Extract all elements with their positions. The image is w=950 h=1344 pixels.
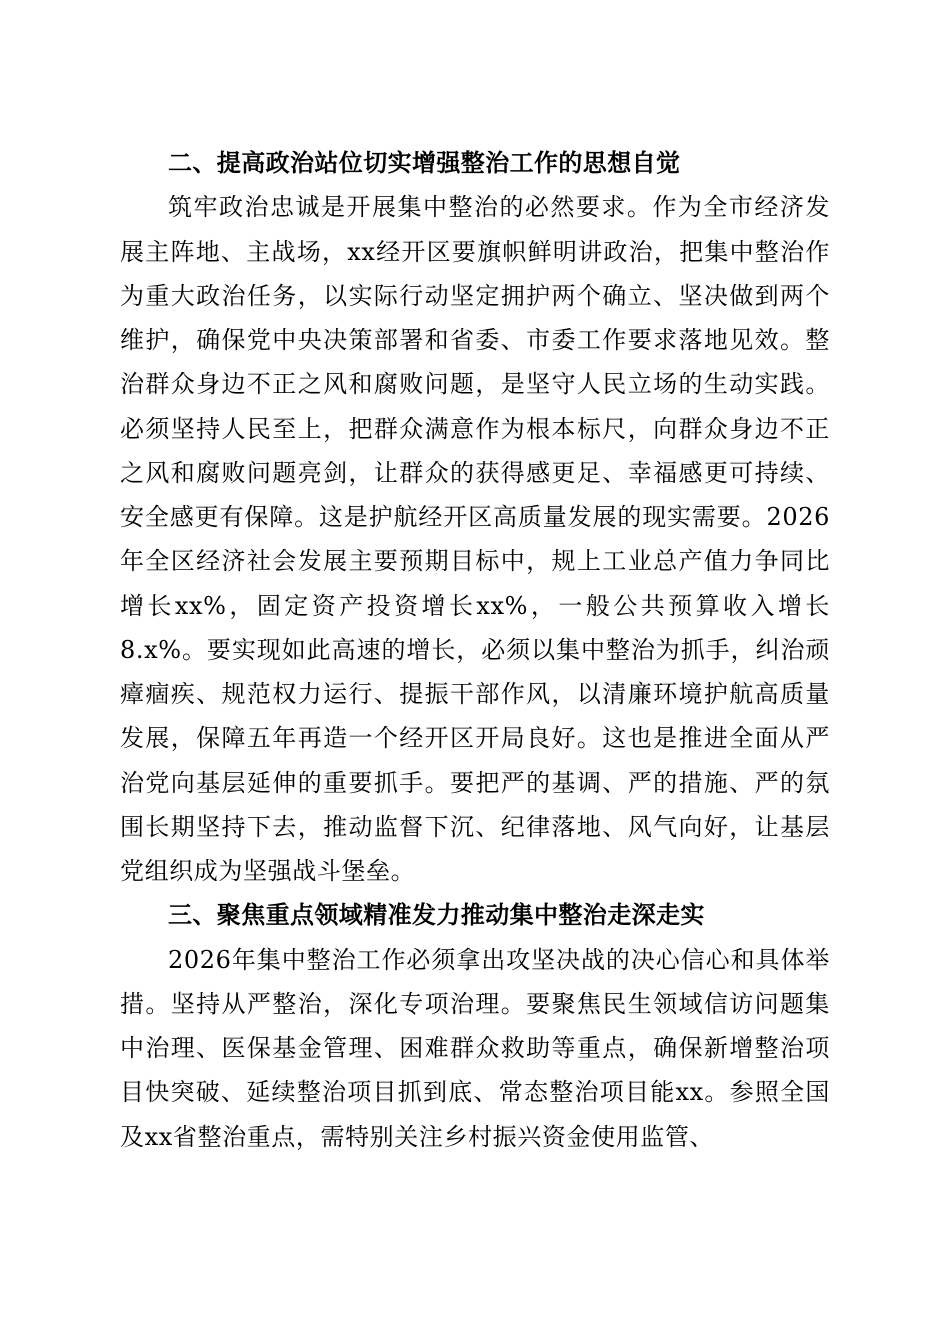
section-heading-2: 二、提高政治站位切实增强整治工作的思想自觉	[168, 149, 681, 177]
section-2-paragraph: 筑牢政治忠诚是开展集中整治的必然要求。作为全市经济发展主阵地、主战场，xx经开区要旗帜鲜明讲政治，把集中整治作为重大政治任务，以实际行动坚定拥护两个确立、坚决做到两个维护，确保党中央决策部署和省委、市委工作要求落地见效。整治群众身边不正之风和腐败问题，是坚守人民立场的生动实践。必须坚持人民至上，把群众满意作为根本标尺，向群众身边不正之风和腐败问题亮剑，让群众的获得感更足、幸福感更可持续、安全感更有保障。这是护航经开区高质量发展的现实需要。2026年全区经济社会发展主要预期目标中，规上工业总产值力争同比增长xx%，固定资产投资增长xx%，一般公共预算收入增长8.x%。要实现如此高速的增长，必须以集中整治为抓手，纠治顽瘴痼疾、规范权力运行、提振干部作风，以清廉环境护航高质量发展，保障五年再造一个经开区开局良好。这也是推进全面从严治党向基层延伸的重要抓手。要把严的基调、严的措施、严的氛围长期坚持下去，推动监督下沉、纪律落地、风气向好，让基层党组织成为坚强战斗堡垒。	[120, 193, 830, 885]
section-3-paragraph: 2026年集中整治工作必须拿出攻坚决战的决心信心和具体举措。坚持从严整治，深化专项治理。要聚焦民生领域信访问题集中治理、医保基金管理、困难群众救助等重点，确保新增整治项目快突破、延续整治项目抓到底、常态整治项目能xx。参照全国及xx省整治重点，需特别关注乡村振兴资金使用监管、	[120, 945, 830, 1151]
document-body	[120, 141, 830, 1159]
section-heading-3: 三、聚焦重点领域精准发力推动集中整治走深走实	[168, 901, 705, 930]
